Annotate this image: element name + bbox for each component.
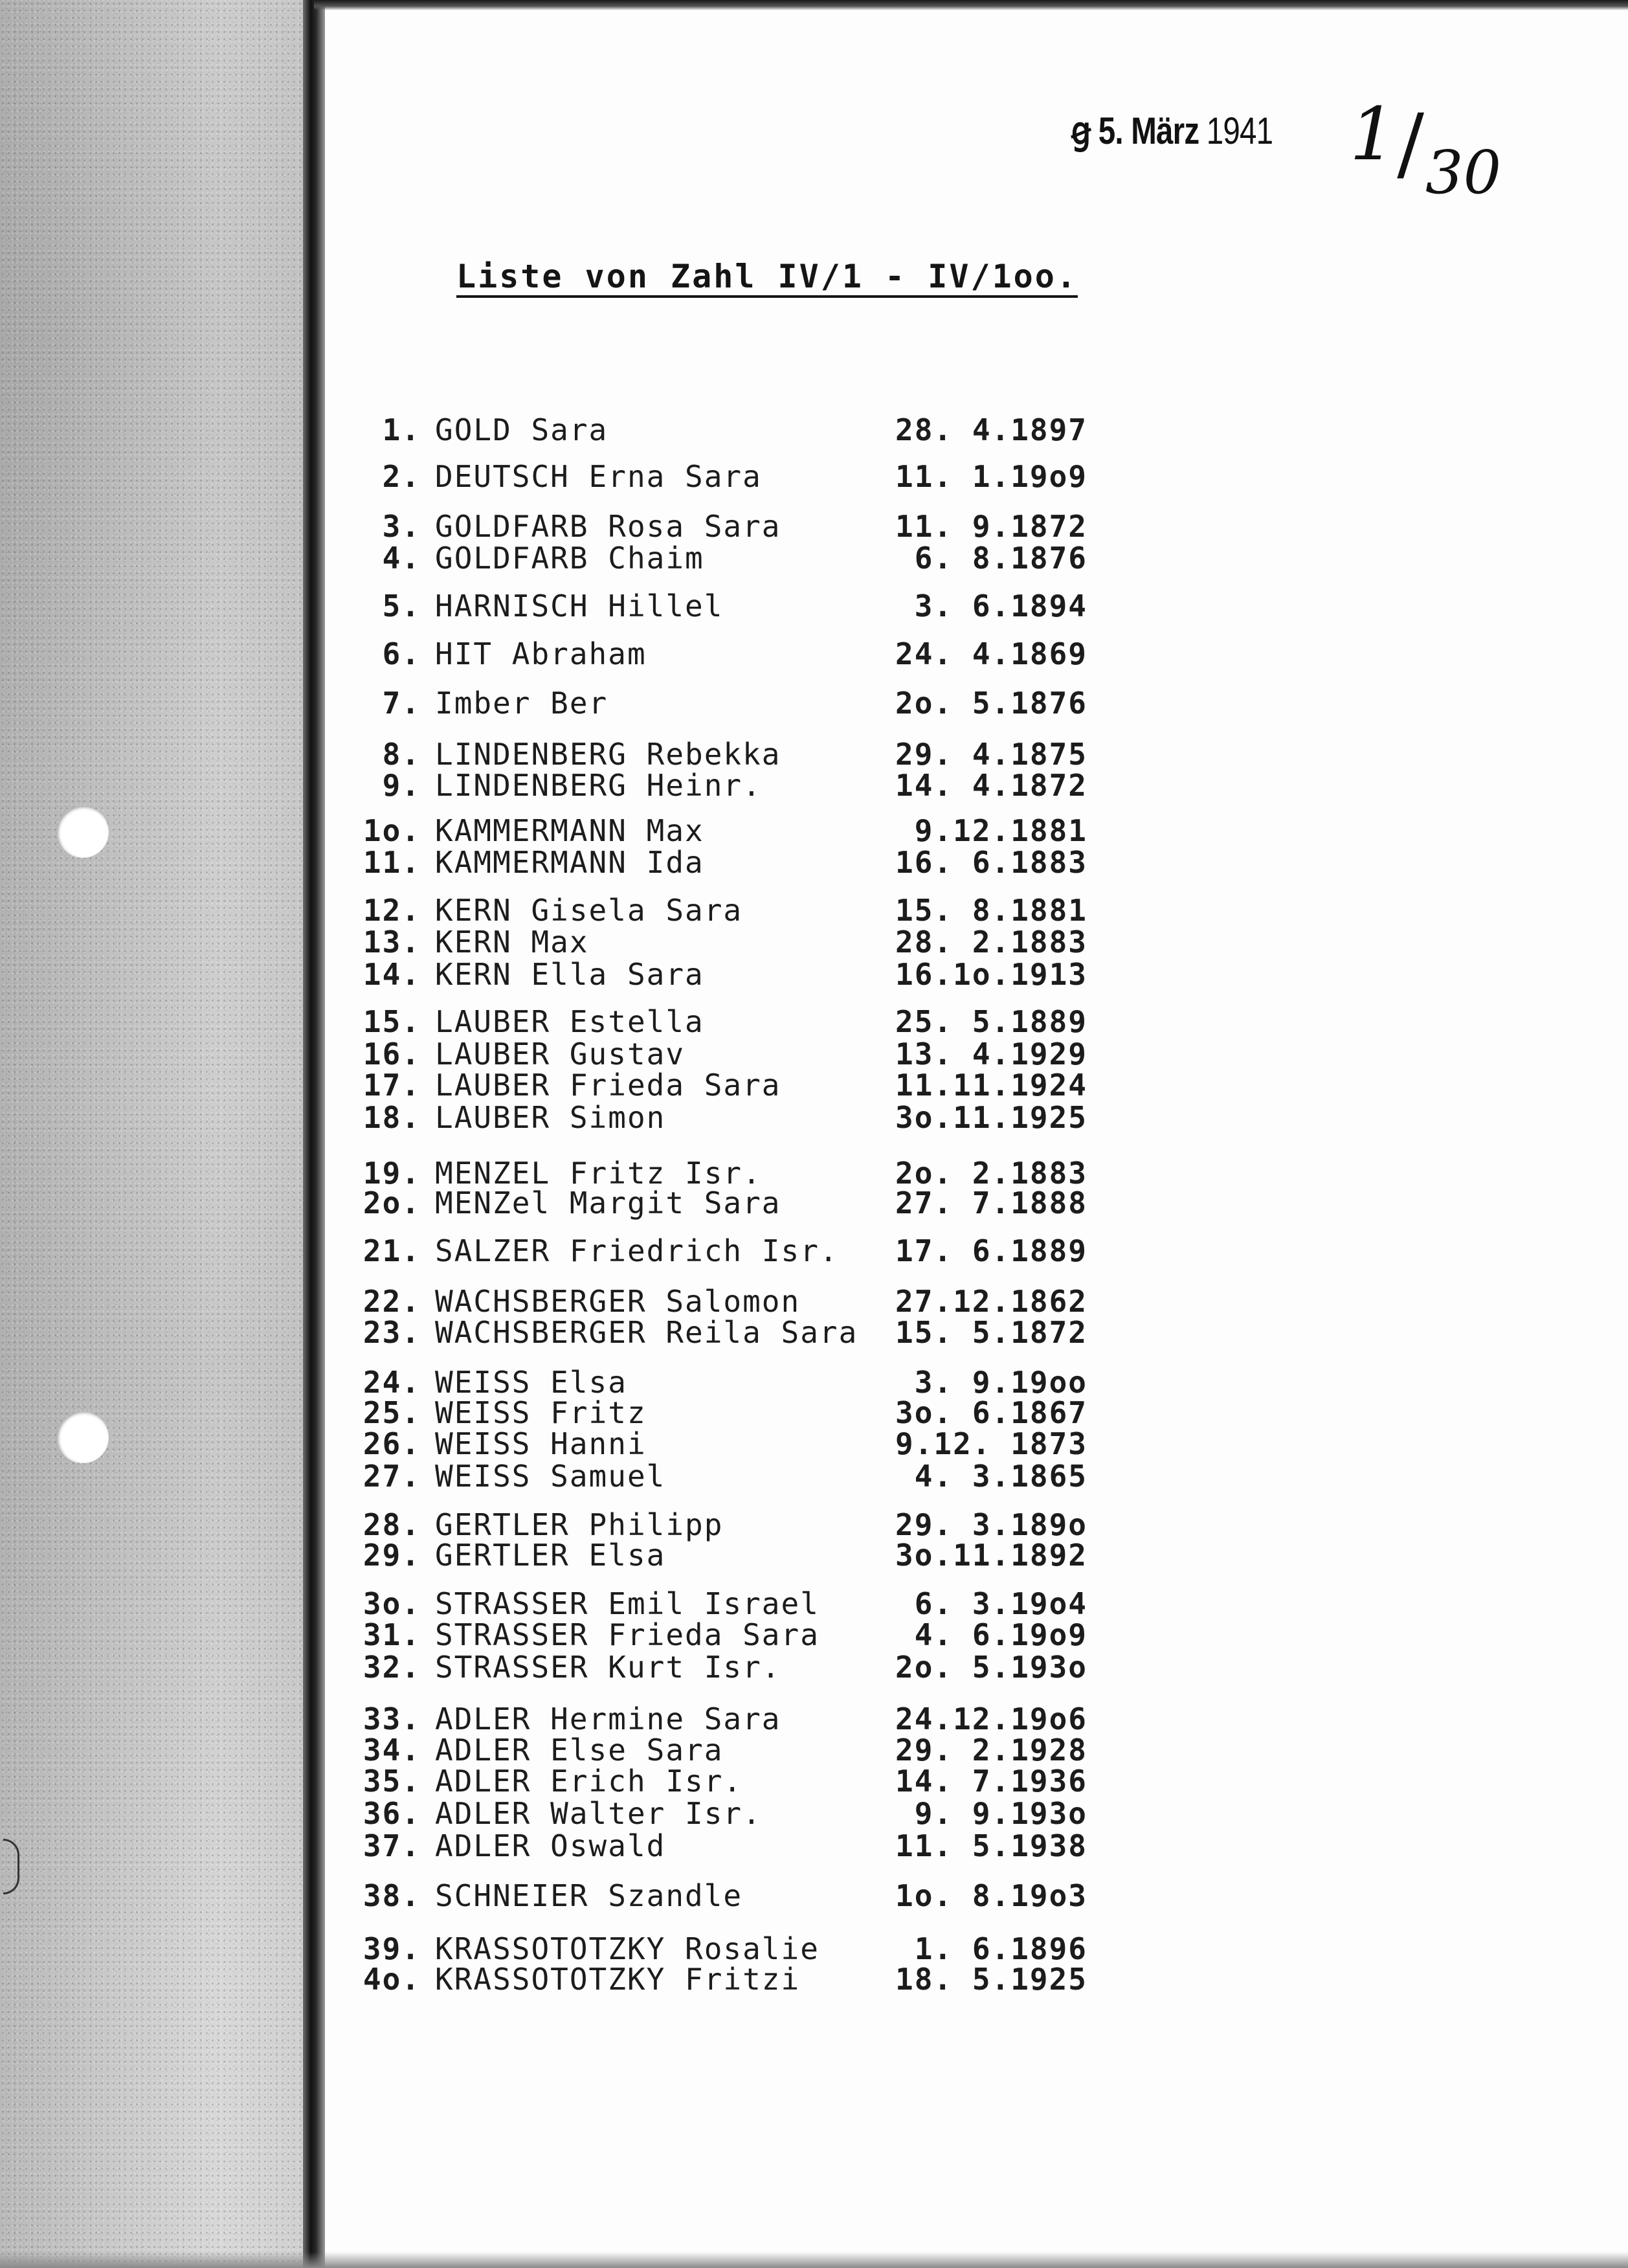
entry-number: 35.	[362, 1764, 421, 1799]
entry-birthdate: 13. 4.1929	[895, 1037, 1087, 1072]
entry-number: 2o.	[362, 1185, 421, 1220]
entry-number: 5.	[382, 589, 421, 623]
stamp-prefix: ꞡ	[1071, 110, 1091, 152]
entry-name: WEISS Elsa	[435, 1365, 627, 1400]
entry-birthdate: 11. 1.19o9	[895, 459, 1087, 494]
entry-number: 37.	[362, 1828, 421, 1863]
entry-number: 26.	[362, 1426, 421, 1461]
entry-birthdate: 11.11.1924	[895, 1068, 1087, 1103]
entry-name: WEISS Fritz	[435, 1395, 647, 1430]
entry-name: GOLDFARB Rosa Sara	[435, 509, 781, 544]
entry-birthdate: 3o.11.1925	[895, 1100, 1087, 1135]
entry-birthdate: 17. 6.1889	[895, 1233, 1087, 1268]
entry-birthdate: 16.1o.1913	[895, 957, 1087, 992]
entry-name: GOLD Sara	[435, 412, 608, 447]
entry-number: 22.	[362, 1284, 421, 1319]
entry-birthdate: 15. 8.1881	[895, 893, 1087, 928]
entry-birthdate: 3. 6.1894	[914, 589, 1087, 623]
list-entry	[0, 1313, 1628, 1352]
entry-name: ADLER Erich Isr.	[435, 1764, 743, 1799]
list-entry	[0, 634, 1628, 673]
list-entry	[0, 1876, 1628, 1915]
entry-name: STRASSER Kurt Isr.	[435, 1650, 781, 1685]
entry-name: DEUTSCH Erna Sara	[435, 459, 762, 494]
entry-birthdate: 11. 9.1872	[895, 509, 1087, 544]
entry-number: 16.	[362, 1037, 421, 1072]
entry-name: LAUBER Estella	[435, 1004, 704, 1039]
list-entry	[0, 843, 1628, 882]
entry-birthdate: 24. 4.1869	[895, 636, 1087, 671]
entry-number: 38.	[362, 1878, 421, 1913]
entry-birthdate: 27. 7.1888	[895, 1185, 1087, 1220]
entry-number: 32.	[362, 1650, 421, 1685]
entry-number: 24.	[362, 1365, 421, 1400]
entry-number: 3.	[382, 509, 421, 544]
entry-birthdate: 9.12. 1873	[895, 1426, 1087, 1461]
entry-name: Imber Ber	[435, 686, 608, 721]
entry-name: STRASSER Frieda Sara	[435, 1617, 820, 1652]
list-entry	[0, 766, 1628, 805]
list-entry	[0, 1648, 1628, 1687]
entry-name: ADLER Oswald	[435, 1828, 666, 1863]
entry-number: 34.	[362, 1733, 421, 1768]
entry-name: KERN Ella Sara	[435, 957, 704, 992]
entry-birthdate: 28. 2.1883	[895, 925, 1087, 960]
stamp-date: 5. März	[1098, 110, 1199, 152]
entry-number: 9.	[382, 768, 421, 803]
entry-name: HARNISCH Hillel	[435, 589, 724, 623]
entry-number: 15.	[362, 1004, 421, 1039]
entry-name: WEISS Samuel	[435, 1459, 666, 1494]
entry-name: MENZEL Fritz Isr.	[435, 1156, 762, 1191]
entry-name: STRASSER Emil Israel	[435, 1586, 820, 1621]
entry-birthdate: 14. 7.1936	[895, 1764, 1087, 1799]
entry-birthdate: 29. 4.1875	[895, 737, 1087, 772]
list-entry	[0, 539, 1628, 578]
entry-birthdate: 3o. 6.1867	[895, 1395, 1087, 1430]
entry-number: 1.	[382, 412, 421, 447]
folio-denominator: 30	[1425, 138, 1502, 207]
list-entry	[0, 1960, 1628, 1999]
list-entry	[0, 1826, 1628, 1865]
folio-numerator: 1	[1350, 93, 1396, 177]
entry-number: 33.	[362, 1701, 421, 1736]
entry-birthdate: 16. 6.1883	[895, 845, 1087, 880]
entry-name: KERN Max	[435, 925, 589, 960]
entry-birthdate: 15. 5.1872	[895, 1315, 1087, 1350]
entry-birthdate: 2o. 5.1876	[895, 686, 1087, 721]
entry-number: 4.	[382, 541, 421, 576]
entry-number: 29.	[362, 1538, 421, 1573]
list-entry	[0, 1536, 1628, 1575]
list-entry	[0, 684, 1628, 723]
entry-name: ADLER Hermine Sara	[435, 1701, 781, 1736]
entry-name: HIT Abraham	[435, 636, 647, 671]
entry-birthdate: 25. 5.1889	[895, 1004, 1087, 1039]
stamp-year: 1941	[1206, 110, 1273, 152]
list-entry	[0, 1231, 1628, 1270]
entry-birthdate: 3o.11.1892	[895, 1538, 1087, 1573]
entry-name: GERTLER Philipp	[435, 1507, 724, 1542]
entry-number: 28.	[362, 1507, 421, 1542]
entry-birthdate: 29. 3.189o	[895, 1507, 1087, 1542]
entry-name: LAUBER Gustav	[435, 1037, 686, 1072]
entry-name: MENZel Margit Sara	[435, 1185, 781, 1220]
entry-birthdate: 14. 4.1872	[895, 768, 1087, 803]
list-entry	[0, 410, 1628, 449]
entry-birthdate: 18. 5.1925	[895, 1962, 1087, 1997]
entry-name: KERN Gisela Sara	[435, 893, 743, 928]
entry-number: 7.	[382, 686, 421, 721]
entry-number: 17.	[362, 1068, 421, 1103]
entry-birthdate: 1o. 8.19o3	[895, 1878, 1087, 1913]
entry-number: 11.	[362, 845, 421, 880]
entry-name: KRASSOTOTZKY Rosalie	[435, 1931, 820, 1966]
entry-number: 36.	[362, 1796, 421, 1831]
list-entry	[0, 587, 1628, 625]
entry-birthdate: 28. 4.1897	[895, 412, 1087, 447]
list-entry	[0, 955, 1628, 994]
entry-birthdate: 2o. 2.1883	[895, 1156, 1087, 1191]
entry-name: SCHNEIER Szandle	[435, 1878, 743, 1913]
entry-birthdate: 2o. 5.193o	[895, 1650, 1087, 1685]
entry-name: LINDENBERG Rebekka	[435, 737, 781, 772]
entry-name: LAUBER Simon	[435, 1100, 666, 1135]
entry-number: 3o.	[362, 1586, 421, 1621]
entry-number: 2.	[382, 459, 421, 494]
entry-birthdate: 6. 8.1876	[914, 541, 1087, 576]
entry-birthdate: 3. 9.19oo	[914, 1365, 1087, 1400]
entry-birthdate: 4. 6.19o9	[914, 1617, 1087, 1652]
list-entry	[0, 1184, 1628, 1222]
entry-name: KAMMERMANN Max	[435, 813, 704, 848]
entry-name: ADLER Else Sara	[435, 1733, 724, 1768]
entry-birthdate: 9.12.1881	[914, 813, 1087, 848]
entry-birthdate: 4. 3.1865	[914, 1459, 1087, 1494]
entry-birthdate: 24.12.19o6	[895, 1701, 1087, 1736]
entry-number: 31.	[362, 1617, 421, 1652]
list-entry	[0, 1098, 1628, 1137]
entry-name: WACHSBERGER Reila Sara	[435, 1315, 858, 1350]
entry-number: 12.	[362, 893, 421, 928]
entry-name: ADLER Walter Isr.	[435, 1796, 762, 1831]
entry-number: 25.	[362, 1395, 421, 1430]
entry-name: GOLDFARB Chaim	[435, 541, 704, 576]
entry-name: LAUBER Frieda Sara	[435, 1068, 781, 1103]
entry-birthdate: 9. 9.193o	[914, 1796, 1087, 1831]
entry-number: 14.	[362, 957, 421, 992]
folio-slash: /	[1397, 97, 1425, 190]
entry-name: LINDENBERG Heinr.	[435, 768, 762, 803]
entry-number: 1o.	[362, 813, 421, 848]
entry-name: WACHSBERGER Salomon	[435, 1284, 801, 1319]
entry-birthdate: 11. 5.1938	[895, 1828, 1087, 1863]
entry-birthdate: 6. 3.19o4	[914, 1586, 1087, 1621]
entry-name: WEISS Hanni	[435, 1426, 647, 1461]
entry-birthdate: 29. 2.1928	[895, 1733, 1087, 1768]
entry-number: 39.	[362, 1931, 421, 1966]
entry-name: KRASSOTOTZKY Fritzi	[435, 1962, 801, 1997]
entry-name: KAMMERMANN Ida	[435, 845, 704, 880]
entry-number: 13.	[362, 925, 421, 960]
entry-name: SALZER Friedrich Isr.	[435, 1233, 839, 1268]
entry-number: 21.	[362, 1233, 421, 1268]
list-entry	[0, 1457, 1628, 1496]
entry-number: 6.	[382, 636, 421, 671]
list-title: Liste von Zahl IV/1 - IV/1oo.	[456, 258, 1078, 295]
list-entry	[0, 457, 1628, 496]
entry-number: 23.	[362, 1315, 421, 1350]
entry-number: 27.	[362, 1459, 421, 1494]
entry-birthdate: 1. 6.1896	[914, 1931, 1087, 1966]
entry-birthdate: 27.12.1862	[895, 1284, 1087, 1319]
entry-number: 18.	[362, 1100, 421, 1135]
entry-number: 8.	[382, 737, 421, 772]
entry-number: 4o.	[362, 1962, 421, 1997]
entry-name: GERTLER Elsa	[435, 1538, 666, 1573]
entry-number: 19.	[362, 1156, 421, 1191]
